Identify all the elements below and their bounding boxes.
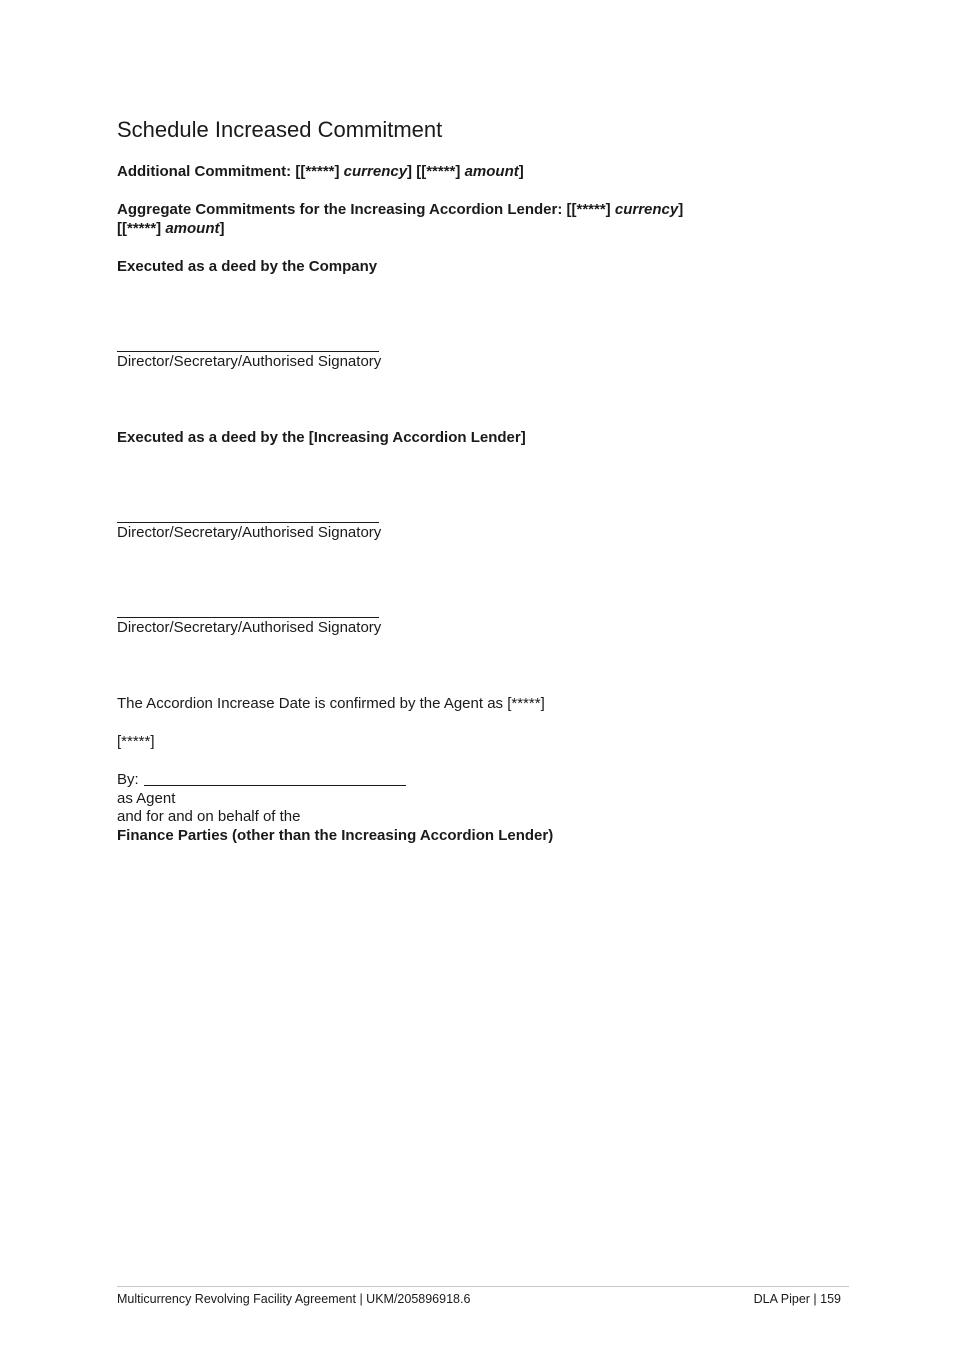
additional-commitment-end: ] [518,163,524,180]
company-signatory-label: Director/Secretary/Authorised Signatory [117,353,382,370]
as-agent-label: as Agent [117,790,176,807]
aggregate-commitment-currency: currency [614,201,679,218]
footer-right: DLA Piper | 159 [753,1292,841,1306]
aggregate-commitment-line-1 [117,201,683,218]
lender-signatory-label-1: Director/Secretary/Authorised Signatory [117,524,382,541]
additional-commitment-amount: amount [464,163,519,180]
aggregate-commitment-line2-start: [[*****] [117,220,166,237]
lender-signature-line-2 [117,617,379,618]
aggregate-commitment-mid: ] [678,201,684,218]
aggregate-commitment-end: ] [219,220,225,237]
additional-commitment-mid: ] [[*****] [407,163,465,180]
lender-execution-heading: Executed as a deed by the [Increasing Accordion Lender] [117,429,526,446]
page-title: Schedule Increased Commitment [117,117,443,142]
agent-by-line [117,771,406,788]
company-signature-line [117,351,379,352]
lender-signatory-label-2: Director/Secretary/Authorised Signatory [117,619,382,636]
footer-left: Multicurrency Revolving Facility Agreement | UKM/205896918.6 [117,1292,471,1306]
agent-signature-line [144,771,406,786]
additional-commitment-currency: currency [343,163,408,180]
aggregate-commitment-line-2 [117,220,225,237]
additional-commitment-line [117,163,524,180]
lender-signature-line-1 [117,522,379,523]
footer-divider [117,1286,849,1287]
accordion-date-confirmation: The Accordion Increase Date is confirmed by the Agent as [*****] [117,695,545,712]
finance-parties-label: Finance Parties (other than the Increasing Accordion Lender) [117,827,554,844]
behalf-label: and for and on behalf of the [117,808,301,825]
additional-commitment-label: Additional Commitment: [[*****] [117,163,344,180]
agent-placeholder: [*****] [117,733,155,750]
by-label: By: [117,771,139,788]
company-execution-heading: Executed as a deed by the Company [117,258,378,275]
aggregate-commitment-amount: amount [165,220,220,237]
aggregate-commitment-label: Aggregate Commitments for the Increasing Accordion Lender: [[*****] [117,201,615,218]
